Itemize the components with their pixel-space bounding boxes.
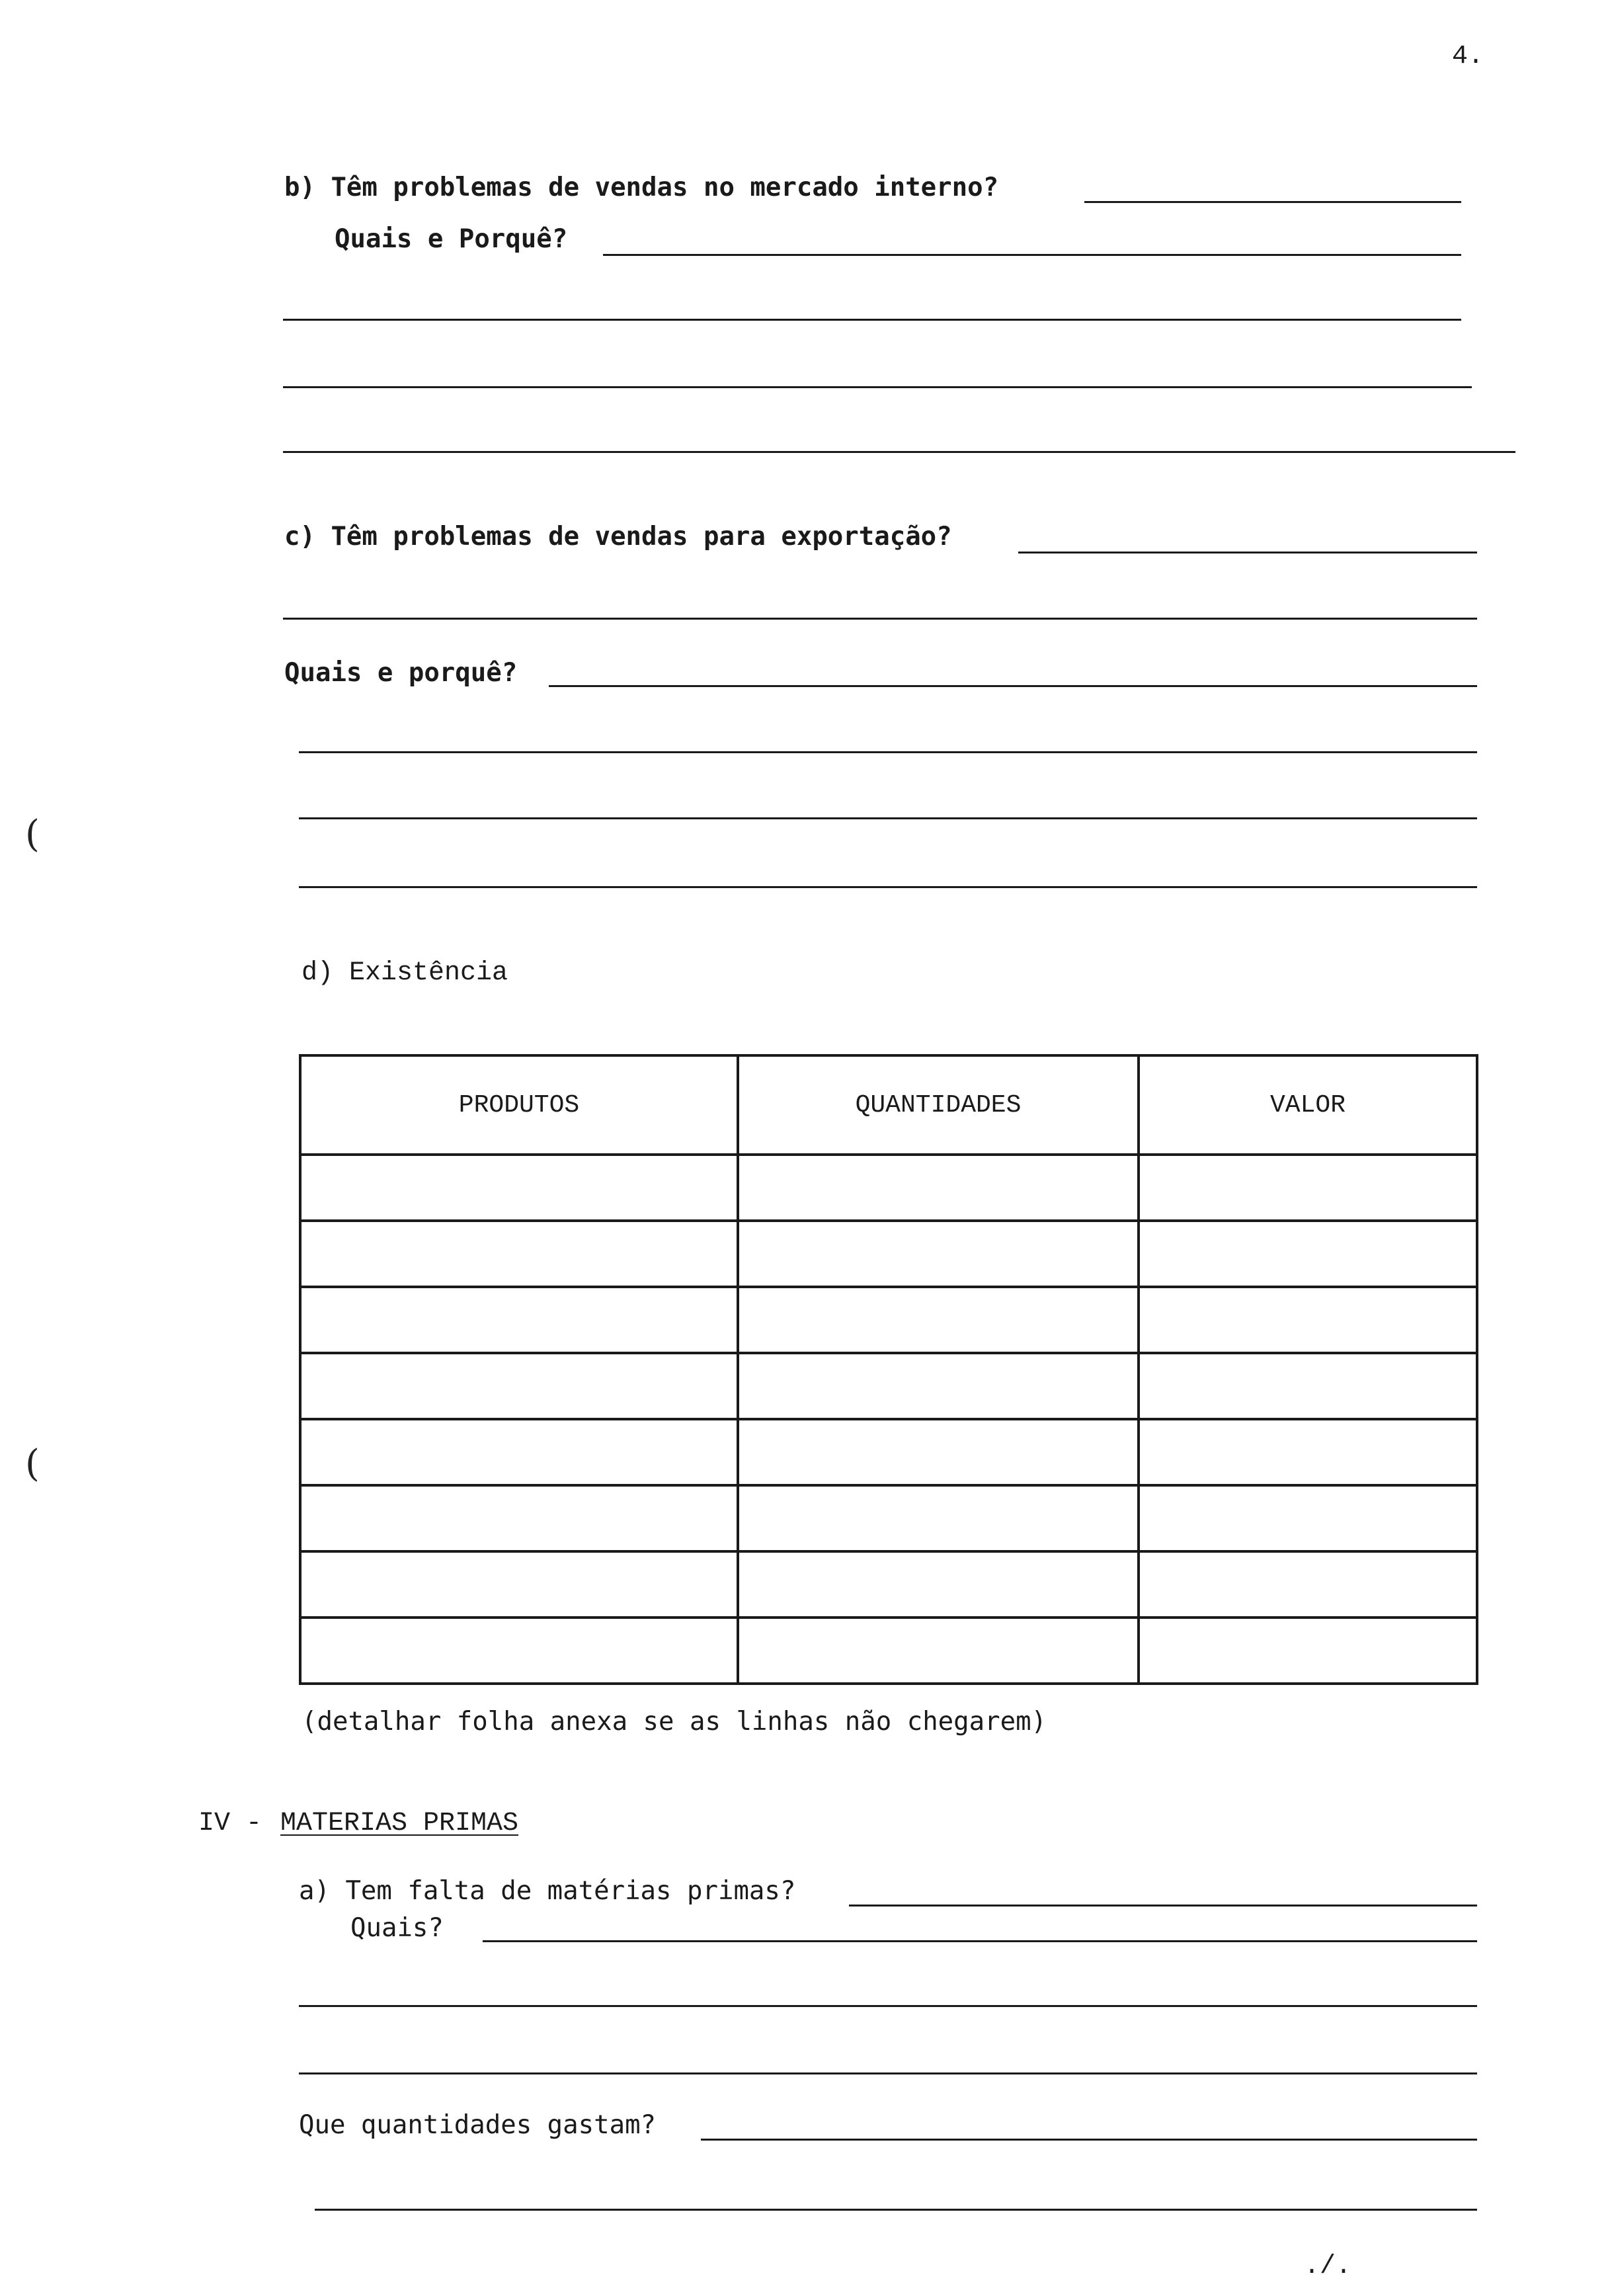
answer-line-iv-qty-1[interactable] xyxy=(701,2139,1477,2141)
table-cell[interactable] xyxy=(738,1618,1139,1684)
question-iv-a-which: Quais? xyxy=(350,1913,444,1943)
table-cell[interactable] xyxy=(1139,1551,1477,1618)
left-margin-mark: ( xyxy=(25,813,40,856)
table-cell[interactable] xyxy=(300,1287,738,1353)
table-cell[interactable] xyxy=(738,1419,1139,1485)
table-cell[interactable] xyxy=(738,1551,1139,1618)
table-row xyxy=(300,1353,1477,1419)
table-header-row xyxy=(300,1055,1477,1155)
table-row xyxy=(300,1551,1477,1618)
answer-line-c-2[interactable] xyxy=(549,685,1477,687)
question-iv-quantities: Que quantidades gastam? xyxy=(299,2110,657,2140)
answer-line-b-4[interactable] xyxy=(283,451,1515,453)
table-cell[interactable] xyxy=(1139,1419,1477,1485)
page-number: 4. xyxy=(1452,42,1484,71)
table-cell[interactable] xyxy=(738,1287,1139,1353)
table-cell[interactable] xyxy=(300,1618,738,1684)
question-b-which-why: Quais e Porquê? xyxy=(335,224,568,254)
table-cell[interactable] xyxy=(738,1155,1139,1221)
answer-line-c-4[interactable] xyxy=(299,817,1477,819)
table-cell[interactable] xyxy=(300,1551,738,1618)
answer-line-b-1[interactable] xyxy=(603,254,1461,256)
answer-line-c-1[interactable] xyxy=(283,618,1477,620)
answer-line-b-yes-no[interactable] xyxy=(1084,201,1461,203)
section-iv-numeral: IV - xyxy=(198,1809,262,1838)
answer-line-iv-qty-2[interactable] xyxy=(315,2209,1477,2211)
question-b-domestic-sales: b) Têm problemas de vendas no mercado interno? xyxy=(284,173,999,202)
answer-line-iv-a-3[interactable] xyxy=(299,2072,1477,2074)
table-row xyxy=(300,1287,1477,1353)
answer-line-iv-a-1[interactable] xyxy=(483,1940,1477,1942)
table-cell[interactable] xyxy=(1139,1155,1477,1221)
table-cell[interactable] xyxy=(300,1155,738,1221)
question-c-which-why: Quais e porquê? xyxy=(284,658,518,688)
table-cell[interactable] xyxy=(300,1485,738,1551)
table-cell[interactable] xyxy=(738,1353,1139,1419)
table-cell[interactable] xyxy=(300,1221,738,1287)
table-row xyxy=(300,1221,1477,1287)
table-footnote: (detalhar folha anexa se as linhas não chegarem) xyxy=(302,1707,1047,1737)
continuation-mark: ./. xyxy=(1304,2252,1352,2281)
table-cell[interactable] xyxy=(1139,1353,1477,1419)
answer-line-c-5[interactable] xyxy=(299,886,1477,888)
answer-line-iv-a-2[interactable] xyxy=(299,2005,1477,2007)
answer-line-iv-a-yes-no[interactable] xyxy=(849,1905,1477,1906)
table-cell[interactable] xyxy=(1139,1618,1477,1684)
table-cell[interactable] xyxy=(1139,1287,1477,1353)
answer-line-b-2[interactable] xyxy=(283,319,1461,321)
table-cell[interactable] xyxy=(738,1485,1139,1551)
table-cell[interactable] xyxy=(738,1221,1139,1287)
column-header-products: PRODUTOS xyxy=(300,1055,738,1155)
table-cell[interactable] xyxy=(1139,1485,1477,1551)
table-cell[interactable] xyxy=(300,1419,738,1485)
section-d-title: d) Existência xyxy=(302,958,508,988)
answer-line-c-yes-no[interactable] xyxy=(1018,552,1477,554)
answer-line-c-3[interactable] xyxy=(299,751,1477,753)
table-cell[interactable] xyxy=(300,1353,738,1419)
stock-table xyxy=(299,1054,1478,1685)
section-iv-title: MATERIAS PRIMAS xyxy=(280,1809,519,1838)
column-header-value: VALOR xyxy=(1139,1055,1477,1155)
question-iv-a-shortage: a) Tem falta de matérias primas? xyxy=(299,1876,796,1906)
left-margin-mark: ( xyxy=(25,1442,40,1485)
answer-line-b-3[interactable] xyxy=(283,386,1472,388)
table-row xyxy=(300,1485,1477,1551)
table-cell[interactable] xyxy=(1139,1221,1477,1287)
table-row xyxy=(300,1618,1477,1684)
table-row xyxy=(300,1155,1477,1221)
table-row xyxy=(300,1419,1477,1485)
question-c-export-sales: c) Têm problemas de vendas para exportação? xyxy=(284,522,952,552)
column-header-quantities: QUANTIDADES xyxy=(738,1055,1139,1155)
